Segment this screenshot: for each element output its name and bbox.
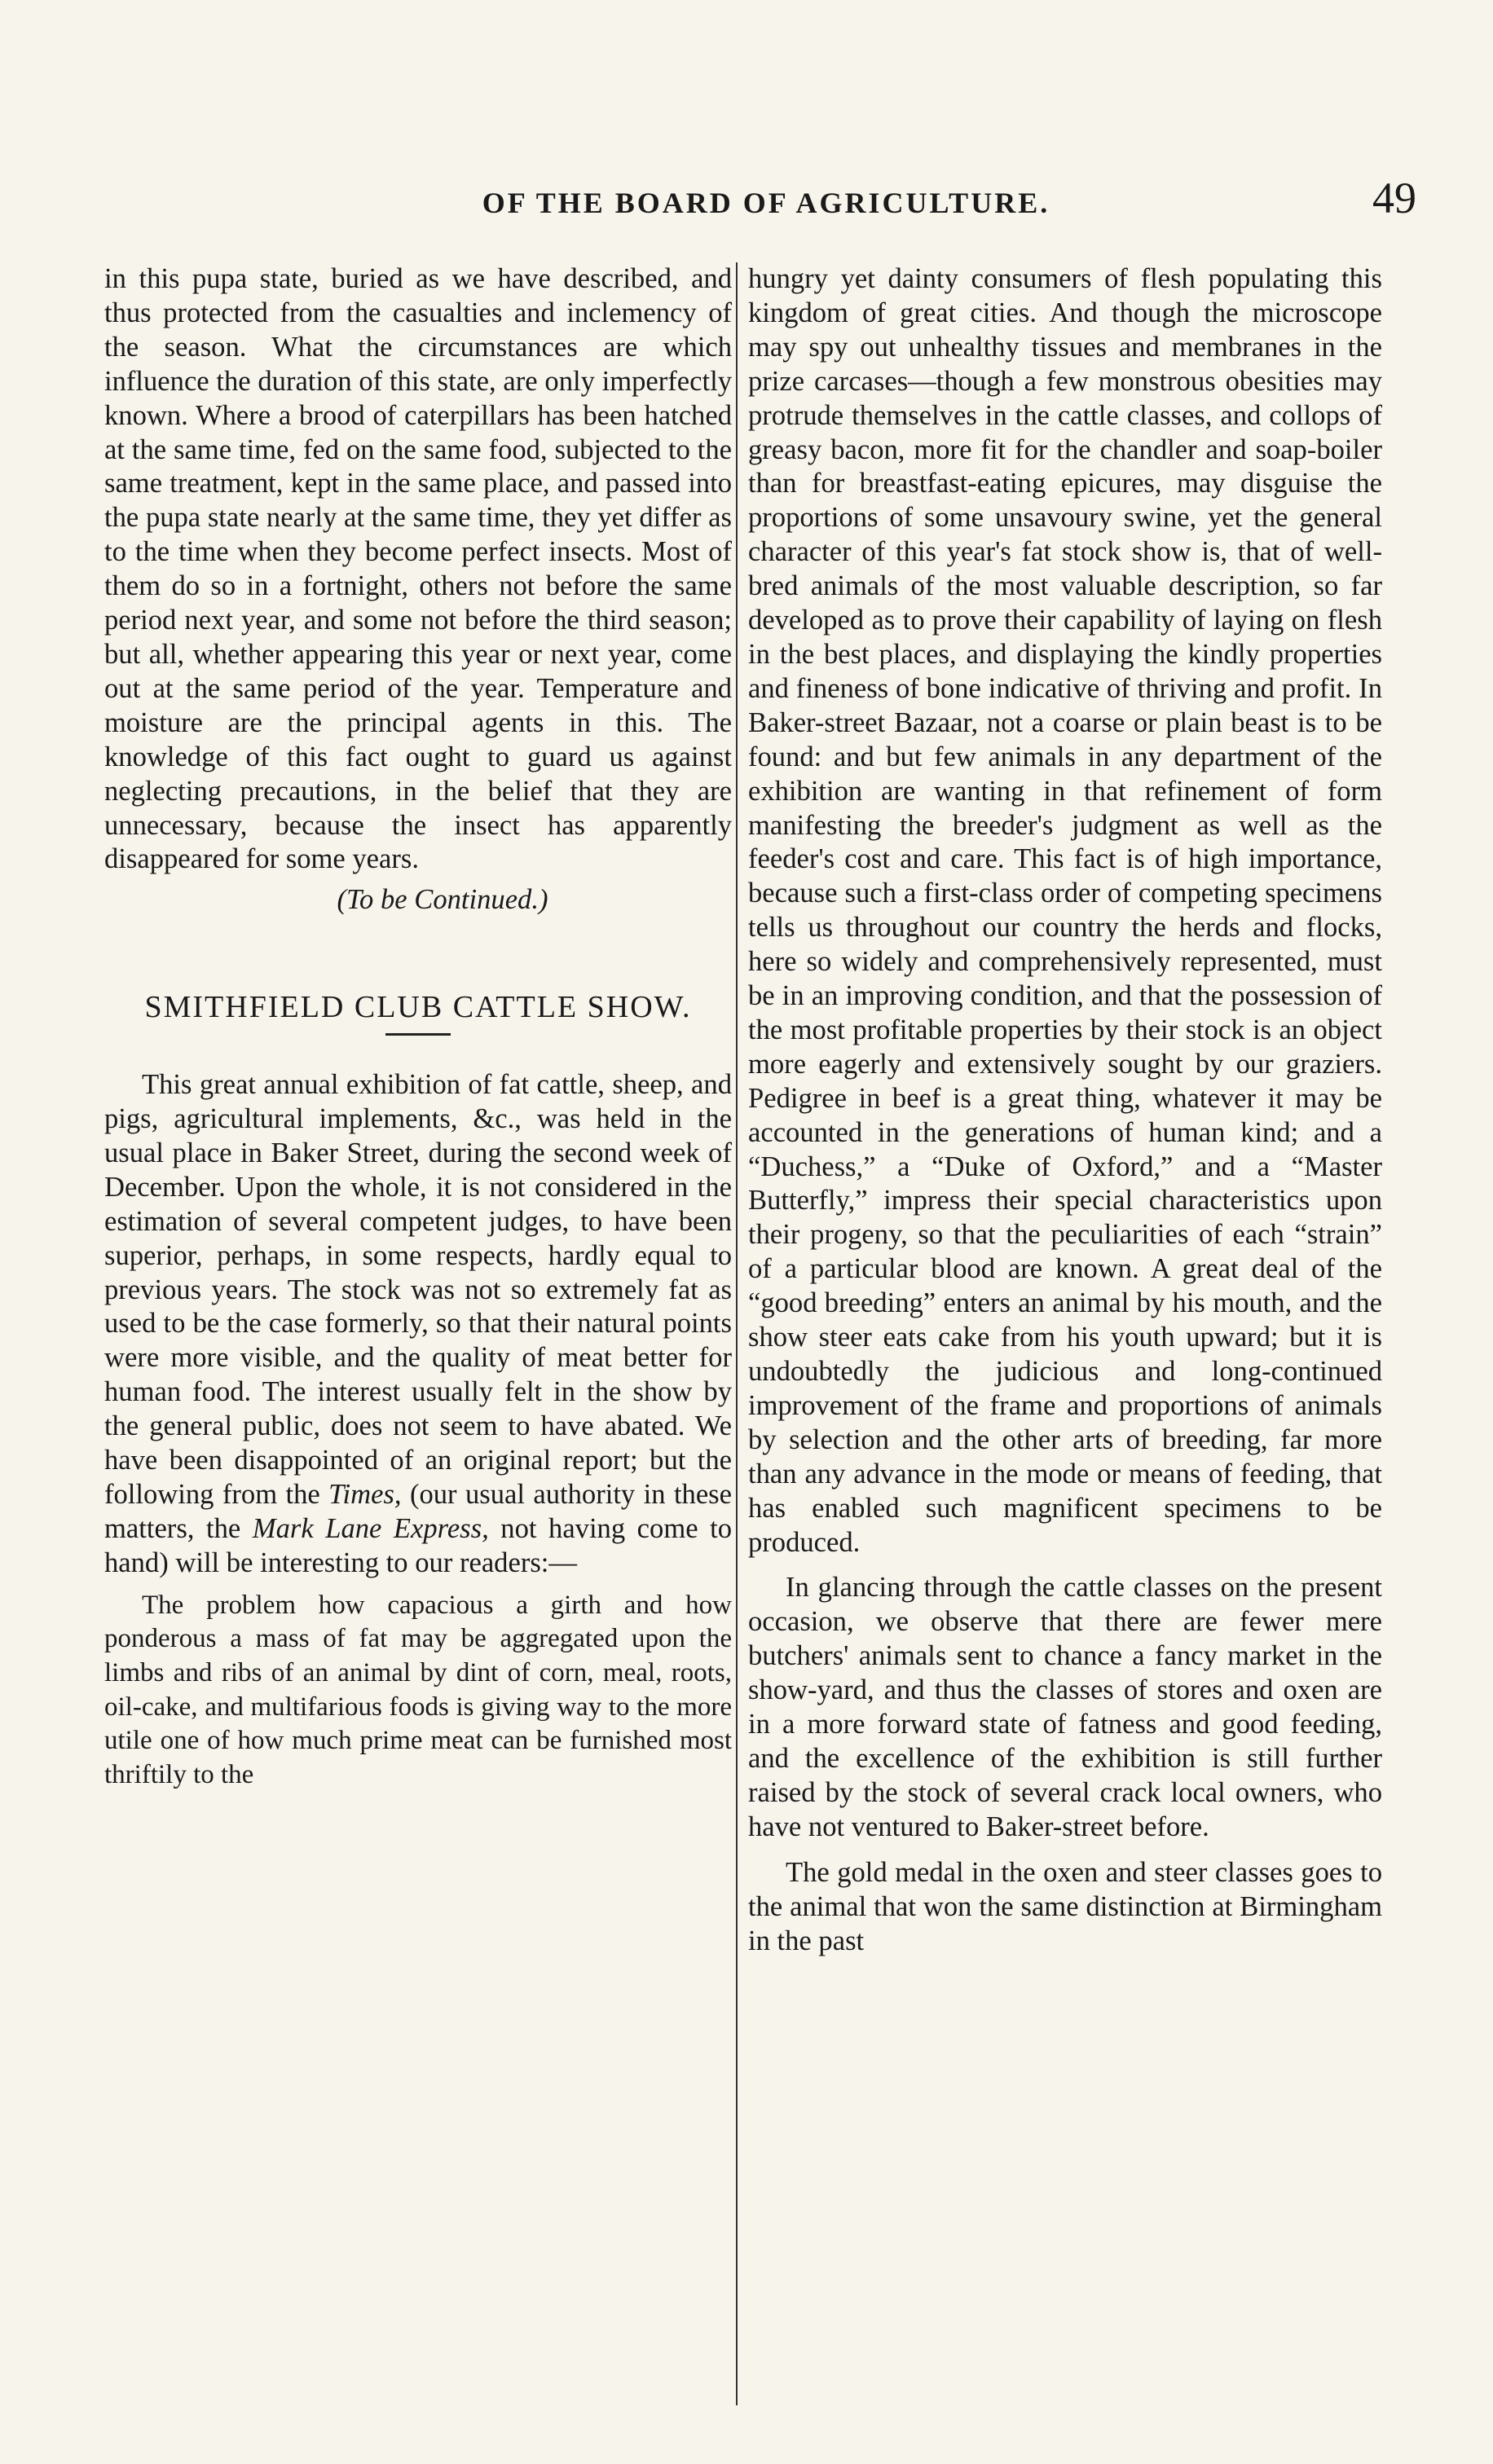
paragraph-gold-medal: The gold medal in the oxen and steer classes goes to the animal that won the same distinction at Birmingham in the past — [748, 1856, 1382, 1956]
section-title: SMITHFIELD CLUB CATTLE SHOW. — [144, 990, 692, 1025]
to-be-continued-note: (To be Continued.) — [337, 884, 548, 916]
text-segment: not having come to hand) will be interesting to our readers:— — [104, 1512, 733, 1578]
page-number: 49 — [1372, 174, 1416, 222]
paragraph-pupa-state: in this pupa state, buried as we have described, and thus protected from the casualties and inclemency of the season. What the circumstances are which influence the duration of this state, are only imperfectly known. Where a brood of caterpillars has been hatched at the same time, fed on the same food, subjected to the same treatment, kept in the same place, and passed into the pupa state nearly at the same time, they yet differ as to the time when they become perfect insects. Most of them do so in a fortnight, others not before the same period next year, and some not before the third season; but all, whether appearing this year or next year, come out at the same period of the year. Temperature and moisture are the principal agents in this. The knowledge of this fact ought to guard us against neglecting precautions, in the belief that they are unnecessary, because the insect has apparently disappeared for some years. — [104, 263, 732, 875]
text-segment: (our usual authority in these matters, the — [104, 1479, 732, 1544]
running-title: OF THE BOARD OF AGRICULTURE. — [482, 187, 1050, 219]
mark-lane-express-reference: Mark Lane Express, — [252, 1512, 489, 1544]
paragraph-quoted-problem: The problem how capacious a girth and how ponderous a mass of fat may be aggregated upon the limbs and ribs of an animal by dint of corn, meal, roots, oil-cake, and multifarious foods is giving way to the more utile one of how much prime meat can be furnished most thriftily to the — [104, 1590, 732, 1789]
paragraph-exhibition-intro — [104, 1068, 732, 1581]
text-segment: This great annual exhibition of fat cattle, sheep, and pigs, agricultural implements, &c., was held in the usual place in Baker Street, during the second week of December. Upon the whole, it is not considered in the estimation of several competent judges, to have been superior, perhaps, in some respects, hardly equal to previous years. The stock was not so extremely fat as used to be the case formerly, so that their natural points were more visible, and the quality of meat better for human food. The interest usually felt in the show by the general public, does not seem to have abated. We have been disappointed of an original report; but the following from the — [104, 1069, 732, 1510]
times-reference: Times, — [328, 1479, 402, 1510]
column-divider — [736, 262, 738, 2405]
paragraph-consumers: hungry yet dainty consumers of flesh populating this kingdom of great cities. And though the microscope may spy out unhealthy tissues and membranes in the prize carcases—though a few monstrous obesities may protrude themselves in the cattle classes, and collops of greasy bacon, more fit for the chandler and soap-boiler than for breastfast-eating epicures, may disguise the proportions of some unsavoury swine, yet the general character of this year's fat stock show is, that of well-bred animals of the most valuable description, so far developed as to prove their capability of laying on flesh in the best places, and displaying the kindly properties and fineness of bone indicative of thriving and profit. In Baker-street Bazaar, not a coarse or plain beast is to be found: and but few animals in any department of the exhibition are wanting in that refinement of form manifesting the breeder's judgment as well as the feeder's cost and care. This fact is of high importance, because such a first-class order of competing specimens tells us throughout our country the herds and flocks, here so widely and comprehensively represented, must be in an improving condition, and that the possession of the most profitable properties by their stock is an object more eagerly and extensively sought by our graziers. Pedigree in beef is a great thing, whatever it may be accounted in the generations of human kind; and a “Duchess,” a “Duke of Oxford,” and a “Master Butterfly,” impress their special characteristics upon their progeny, so that the peculiarities of each “strain” of a particular blood are known. A great deal of the “good breeding” enters an animal by his mouth, and the show steer eats cake from his youth upward; but it is undoubtedly the judicious and long-continued improvement of the frame and proportions of animals by selection and the other arts of breeding, far more than any advance in the mode or means of feeding, that has enabled such magnificent specimens to be produced. — [748, 263, 1382, 1558]
right-column — [748, 262, 1382, 1958]
paragraph-cattle-classes: In glancing through the cattle classes on the present occasion, we observe that there are fewer mere butchers' animals sent to chance a fancy market in the show-yard, and thus the classes of stores and oxen are in a more forward state of fatness and good feeding, and the excellence of the exhibition is still further raised by the stock of several crack local owners, who have not ventured to Baker-street before. — [748, 1572, 1382, 1842]
section-divider — [385, 1033, 451, 1036]
left-column — [104, 262, 732, 1792]
